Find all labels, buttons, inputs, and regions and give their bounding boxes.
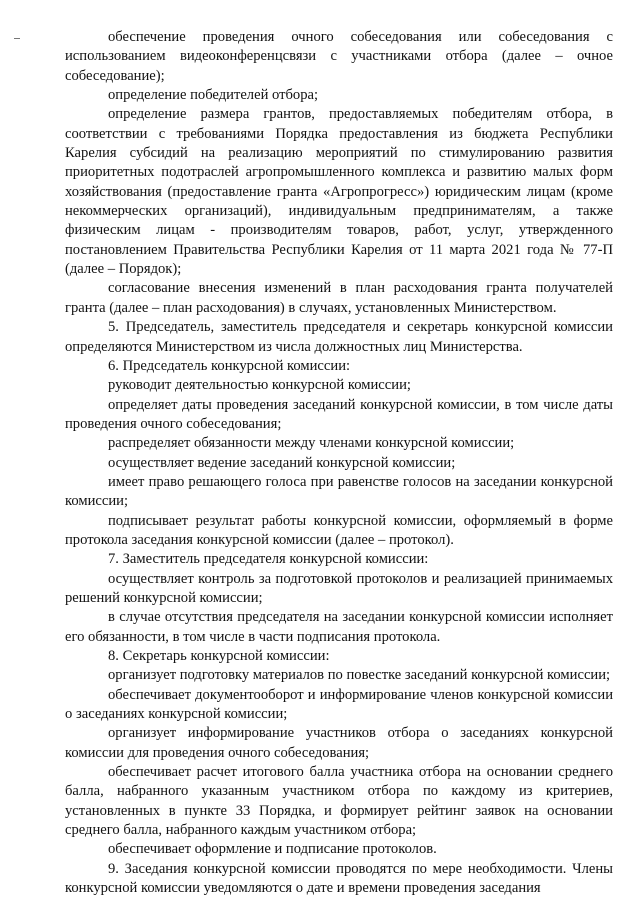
paragraph: руководит деятельностью конкурсной комиссии; — [108, 377, 411, 394]
paragraph: обеспечивает оформление и подписание протоколов. — [108, 841, 437, 858]
paragraph: согласование внесения изменений в план расходования гранта получателей гранта (далее – план расходования) в случаях, установленных Министерством. — [65, 280, 613, 316]
paragraph: 8. Секретарь конкурсной комиссии: — [108, 648, 330, 664]
document-body — [65, 28, 613, 898]
paragraph: подписывает результат работы конкурсной комиссии, оформляемый в форме протокола заседания конкурсной комиссии (далее – протокол). — [65, 512, 613, 548]
paragraph: имеет право решающего голоса при равенстве голосов на заседании конкурсной комиссии; — [65, 473, 613, 510]
paragraph: 6. Председатель конкурсной комиссии: — [108, 357, 351, 374]
paragraph: обеспечивает документооборот и информирование членов конкурсной комиссии о заседаниях конкурсной комиссии; — [65, 686, 613, 723]
paragraph: 9. Заседания конкурсной комиссии проводятся по мере необходимости. Члены конкурсной комиссии уведомляются о дате и времени проведения заседания — [65, 860, 613, 897]
paragraph: в случае отсутствия председателя на заседании конкурсной комиссии исполняет его обязанности, в том числе в части подписания протокола. — [65, 609, 613, 645]
paragraph: осуществляет контроль за подготовкой протоколов и реализацией принимаемых решений конкурсной комиссии; — [65, 570, 613, 606]
paragraph: обеспечивает расчет итогового балла участника отбора на основании среднего балла, набранного указанным участником отбора по каждому из критериев, установленных в пункте 33 Порядка, и формирует рейтинг заявок на основании среднего балла, набранного каждым участником отбора; — [65, 764, 613, 839]
paragraph: организует информирование участников отбора о заседаниях конкурсной комиссии для проведения очного собеседования; — [65, 725, 613, 761]
paragraph: определение победителей отбора; — [108, 87, 319, 104]
paragraph: организует подготовку материалов по повестке заседаний конкурсной комиссии; — [108, 667, 611, 684]
paragraph: определяет даты проведения заседаний конкурсной комиссии, в том числе даты проведения очного собеседования; — [65, 396, 613, 432]
scan-mark — [14, 38, 20, 39]
paragraph: 7. Заместитель председателя конкурсной комиссии: — [108, 551, 429, 568]
paragraph: осуществляет ведение заседаний конкурсной комиссии; — [108, 454, 456, 471]
paragraph: обеспечение проведения очного собеседования или собеседования с использованием видеоконференцсвязи с участниками отбора (далее – очное собеседование); — [65, 29, 613, 84]
paragraph: распределяет обязанности между членами конкурсной комиссии; — [108, 435, 515, 452]
paragraph: 5. Председатель, заместитель председателя и секретарь конкурсной комиссии определяются Министерством из числа должностных лиц Министерства. — [65, 319, 613, 355]
paragraph: определение размера грантов, предоставляемых победителям отбора, в соответствии с требованиями Порядка предоставления из бюджета Республики Карелия субсидий на реализацию мероприятий по стимулированию развития приоритетных подотраслей агропромышленного комплекса и развитию малых форм хозяйствования (предоставление гранта «Агропрогресс») юридическим лицам (кроме некоммерческих организаций), индивидуальным предпринимателям, а также физическим лицам - производителям товаров, работ, услуг, утвержденного постановлением Правительства Республики Карелия от 11 марта 2021 года № 77-П (далее – Порядок); — [65, 106, 613, 278]
